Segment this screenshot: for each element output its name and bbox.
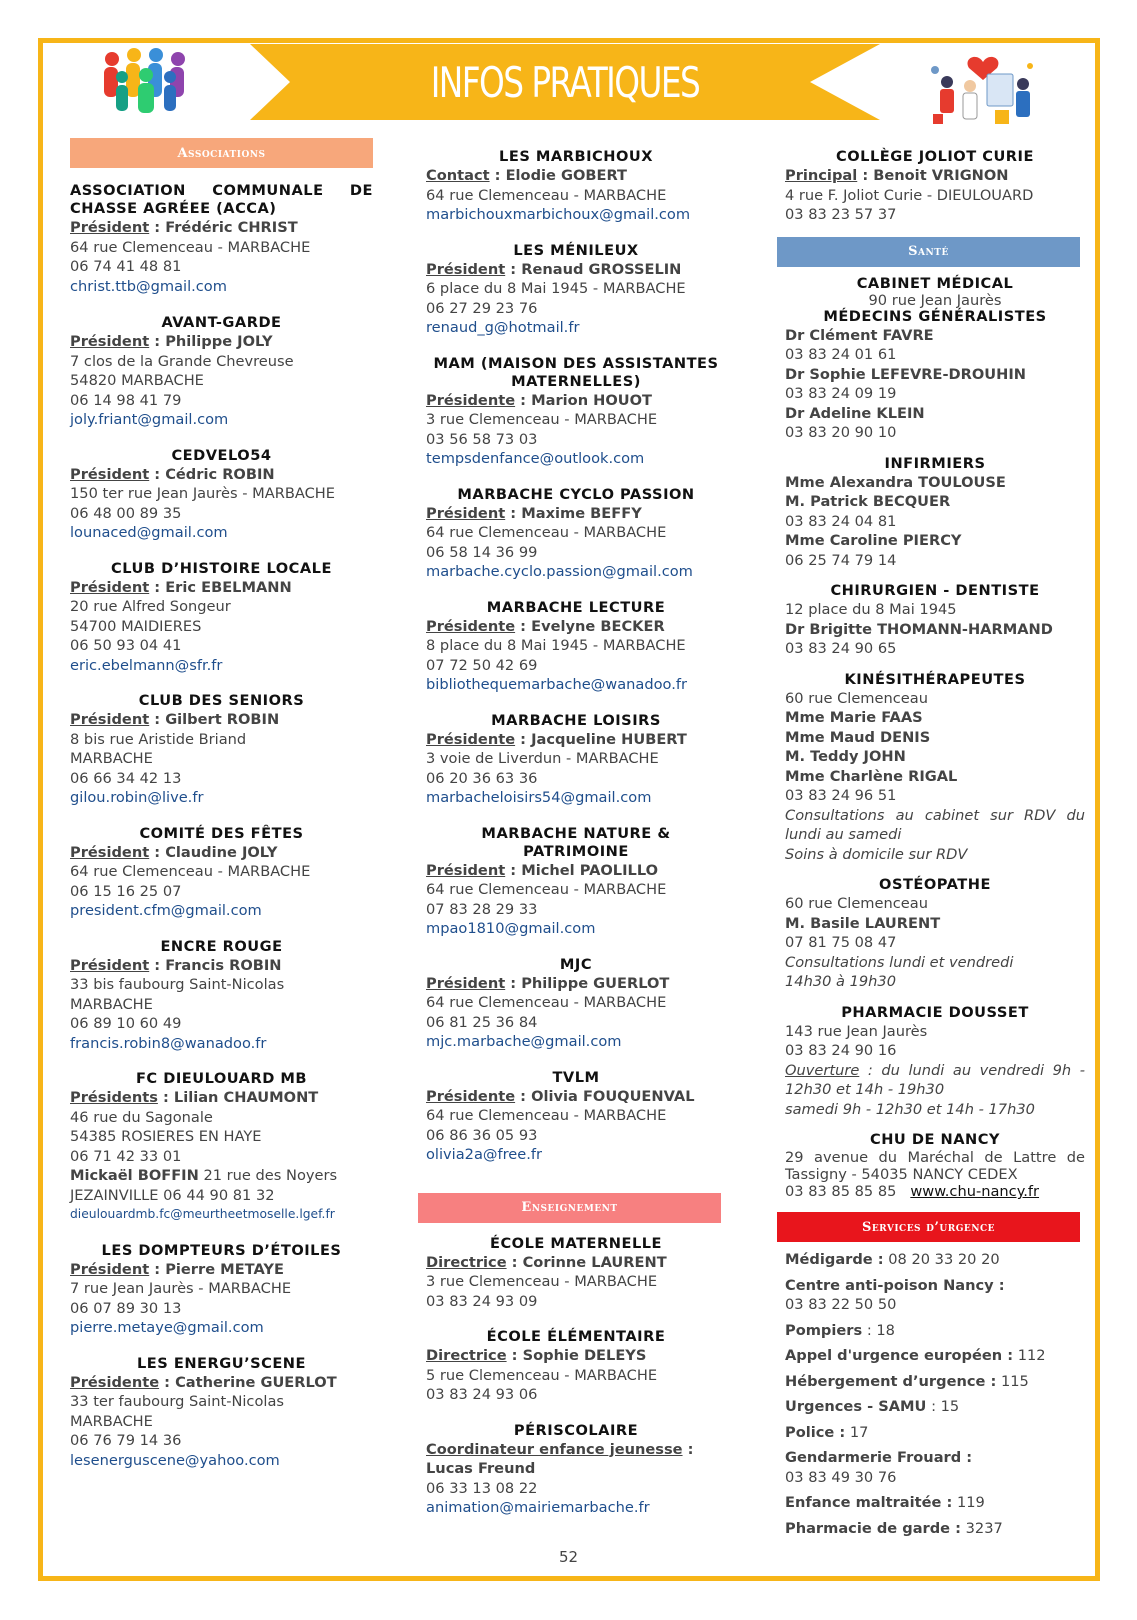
entry-chu bbox=[785, 1131, 1085, 1200]
osteopath-name: M. Basile LAURENT bbox=[785, 914, 941, 932]
entry-energuscene: LES ENERGU’SCENE Présidente : Catherine GUERLOT 33 ter faubourg Saint-Nicolas MARBACHE 06 76 79 14 36 lesenerguscene@yahoo.com bbox=[70, 1355, 373, 1471]
entry-title: INFIRMIERS bbox=[884, 454, 986, 472]
address: 29 avenue du Maréchal de Lattre de Tassigny - 54035 NANCY CEDEX bbox=[785, 1149, 1085, 1183]
page-number: 52 bbox=[558, 1548, 579, 1566]
phone: 06 33 13 08 22 bbox=[426, 1479, 538, 1497]
urgence-number: 03 83 22 50 50 bbox=[785, 1296, 897, 1313]
entry-menileux: LES MÉNILEUX Président : Renaud GROSSELIN 6 place du 8 Mai 1945 - MARBACHE 06 27 29 23 76 renaud_g@hotmail.fr bbox=[426, 242, 726, 338]
entry-title: MJC bbox=[559, 955, 593, 973]
entry-title: MARBACHE LECTURE bbox=[486, 598, 666, 616]
role-label: Présidente bbox=[426, 1087, 516, 1105]
phone: 06 14 98 41 79 bbox=[70, 391, 182, 409]
opening-hours: du lundi au vendredi 9h - 12h30 et 14h - 19h30 bbox=[785, 1061, 1086, 1098]
email-link[interactable]: animation@mairiemarbache.fr bbox=[426, 1499, 650, 1516]
entry-cyclo-passion: MARBACHE CYCLO PASSION Président : Maxime BEFFY 64 rue Clemenceau - MARBACHE 06 58 14 36 99 marbache.cyclo.passion@gmail.com bbox=[426, 486, 726, 582]
section-urgence: Services d’urgence bbox=[777, 1212, 1080, 1242]
email-link[interactable]: mjc.marbache@gmail.com bbox=[426, 1033, 622, 1050]
entry-kine bbox=[785, 671, 1085, 865]
entry-comite-fetes: COMITÉ DES FÊTES Président : Claudine JOLY 64 rue Clemenceau - MARBACHE 06 15 16 25 07 president.cfm@gmail.com bbox=[70, 825, 373, 921]
phone: 06 89 10 60 49 bbox=[70, 1015, 182, 1032]
consultation-note: Consultations lundi et vendredi 14h30 à 19h30 bbox=[785, 953, 1014, 990]
email-link[interactable]: renaud_g@hotmail.fr bbox=[426, 319, 580, 336]
nurse-name: Mme Alexandra TOULOUSE bbox=[785, 473, 1006, 491]
urgence-number: 115 bbox=[1000, 1372, 1029, 1390]
entry-title: LES DOMPTEURS D’ÉTOILES bbox=[101, 1241, 342, 1259]
role-label: Président bbox=[70, 843, 150, 861]
person-name: Benoit VRIGNON bbox=[873, 167, 1009, 184]
therapist-name: Mme Maud DENIS bbox=[785, 728, 931, 746]
phone: 03 83 85 85 85 bbox=[785, 1183, 897, 1200]
entry-infirmiers bbox=[785, 455, 1085, 571]
entry-title: LES ENERGU’SCENE bbox=[137, 1354, 306, 1372]
address: 20 rue Alfred Songeur bbox=[70, 598, 231, 615]
section-enseignement: Enseignement bbox=[418, 1193, 721, 1223]
person-name: Evelyne BECKER bbox=[531, 617, 665, 635]
address: 60 rue Clemenceau bbox=[785, 689, 928, 707]
urgence-item bbox=[785, 1346, 1085, 1366]
urgence-label: Police : bbox=[785, 1423, 846, 1441]
entry-marbichoux: LES MARBICHOUX Contact : Elodie GOBERT 64 rue Clemenceau - MARBACHE marbichouxmarbichoux@gmail.com bbox=[426, 148, 726, 225]
website-link[interactable]: www.chu-nancy.fr bbox=[910, 1183, 1040, 1200]
email-link[interactable]: gilou.robin@live.fr bbox=[70, 789, 204, 806]
urgence-number: 119 bbox=[956, 1494, 985, 1511]
phone: 06 48 00 89 35 bbox=[70, 504, 182, 522]
person-name: Catherine GUERLOT bbox=[175, 1373, 337, 1391]
address: 6 place du 8 Mai 1945 - MARBACHE bbox=[426, 280, 686, 297]
phone: 07 81 75 08 47 bbox=[785, 934, 897, 951]
entry-title: LES MÉNILEUX bbox=[513, 241, 639, 259]
address: MARBACHE bbox=[70, 750, 153, 767]
entry-seniors: CLUB DES SENIORS Président : Gilbert ROBIN 8 bis rue Aristide Briand MARBACHE 06 66 34 42 13 gilou.robin@live.fr bbox=[70, 692, 373, 808]
entry-avant-garde: AVANT-GARDE Président : Philippe JOLY 7 clos de la Grande Chevreuse 54820 MARBACHE 06 14 98 41 79 joly.friant@gmail.com bbox=[70, 314, 373, 430]
phone: 03 83 23 57 37 bbox=[785, 206, 897, 223]
dentist-name: Dr Brigitte THOMANN-HARMAND bbox=[785, 620, 1053, 638]
urgence-label: Centre anti-poison Nancy : bbox=[785, 1276, 1005, 1294]
urgence-item bbox=[785, 1250, 1085, 1270]
opening-hours: samedi 9h - 12h30 et 14h - 17h30 bbox=[785, 1100, 1035, 1118]
address: 54820 MARBACHE bbox=[70, 372, 204, 389]
email-link[interactable]: bibliothequemarbache@wanadoo.fr bbox=[426, 676, 687, 693]
entry-title: ASSOCIATION COMMUNALE DE CHASSE AGRÉEE (ACCA) bbox=[70, 182, 373, 217]
medical-team-icon bbox=[925, 48, 1040, 130]
role-label: Présidents bbox=[70, 1089, 158, 1106]
entry-osteopathe bbox=[785, 876, 1085, 992]
address: MARBACHE bbox=[70, 995, 153, 1013]
person-name: Claudine JOLY bbox=[165, 843, 278, 861]
doctor-name: Dr Adeline KLEIN bbox=[785, 404, 925, 422]
email-link[interactable]: francis.robin8@wanadoo.fr bbox=[70, 1034, 267, 1052]
entry-title: ENCRE ROUGE bbox=[160, 937, 283, 955]
role-label: Principal bbox=[785, 167, 858, 184]
address: 8 place du 8 Mai 1945 - MARBACHE bbox=[426, 637, 686, 654]
urgence-item bbox=[785, 1423, 1085, 1443]
entry-acca: ASSOCIATION COMMUNALE DE CHASSE AGRÉEE (ACCA) Président : Frédéric CHRIST 64 rue Clemenceau - MARBACHE 06 74 41 48 81 christ.ttb@gmail.com bbox=[70, 182, 373, 295]
therapist-name: Mme Marie FAAS bbox=[785, 709, 923, 726]
phone: 06 76 79 14 36 bbox=[70, 1432, 182, 1449]
entry-ecole-elementaire: ÉCOLE ÉLÉMENTAIRE Directrice : Sophie DELEYS 5 rue Clemenceau - MARBACHE 03 83 24 93 06 bbox=[426, 1328, 726, 1405]
email-link[interactable]: olivia2a@free.fr bbox=[426, 1146, 543, 1163]
person-name: Renaud GROSSELIN bbox=[521, 260, 682, 278]
nurse-name: M. Patrick BECQUER bbox=[785, 493, 951, 510]
address: 7 clos de la Grande Chevreuse bbox=[70, 352, 294, 370]
column-associations-2 bbox=[426, 148, 726, 1535]
opening-label: Ouverture bbox=[785, 1061, 860, 1079]
entry-title: ÉCOLE MATERNELLE bbox=[489, 1234, 663, 1252]
entry-nature-patrimoine: MARBACHE NATURE & PATRIMOINE Président : Michel PAOLILLO 64 rue Clemenceau - MARBACHE 07 83 28 29 33 mpao1810@gmail.com bbox=[426, 825, 726, 939]
person-name: Francis ROBIN bbox=[165, 956, 282, 974]
section-associations: Associations bbox=[70, 138, 373, 168]
entry-lecture: MARBACHE LECTURE Présidente : Evelyne BECKER 8 place du 8 Mai 1945 - MARBACHE 07 72 50 42 69 bibliothequemarbache@wanadoo.fr bbox=[426, 599, 726, 695]
entry-title: AVANT-GARDE bbox=[161, 314, 282, 331]
email-link[interactable]: marbache.cyclo.passion@gmail.com bbox=[426, 563, 693, 580]
address: 46 rue du Sagonale bbox=[70, 1108, 213, 1126]
urgence-item bbox=[785, 1519, 1085, 1539]
email-link[interactable]: marbichouxmarbichoux@gmail.com bbox=[426, 206, 691, 223]
address: 64 rue Clemenceau - MARBACHE bbox=[70, 863, 311, 880]
entry-college: COLLÈGE JOLIOT CURIE Principal : Benoit VRIGNON 4 rue F. Joliot Curie - DIEULOUARD 03 83 23 57 37 bbox=[785, 148, 1085, 225]
role-label: Président bbox=[70, 465, 150, 483]
phone: 03 83 24 04 81 bbox=[785, 512, 897, 530]
role-label: Directrice bbox=[426, 1253, 507, 1271]
person-name: Eric EBELMANN bbox=[165, 578, 292, 596]
entry-dentiste bbox=[785, 582, 1085, 659]
person-name: Maxime BEFFY bbox=[521, 504, 642, 522]
entry-encre-rouge: ENCRE ROUGE Président : Francis ROBIN 33 bis faubourg Saint-Nicolas MARBACHE 06 89 10 60 49 francis.robin8@wanadoo.fr bbox=[70, 938, 373, 1054]
email-link[interactable]: christ.ttb@gmail.com bbox=[70, 277, 227, 295]
role-label: Président bbox=[70, 578, 150, 596]
entry-pharmacie: PHARMACIE DOUSSET 143 rue Jean Jaurès 03 83 24 90 16 Ouverture : du lundi au vendredi 9h - 12h30 et 14h - 19h30 samedi 9h - 12h30 et 14h - 17h30 bbox=[785, 1003, 1086, 1118]
role-label: Président bbox=[70, 1260, 150, 1278]
urgence-number: 08 20 33 20 20 bbox=[888, 1251, 1000, 1268]
person-name: Lilian CHAUMONT bbox=[173, 1089, 319, 1106]
urgence-item bbox=[785, 1276, 1085, 1315]
phone: 03 83 24 93 06 bbox=[426, 1386, 538, 1403]
entry-title: CLUB DES SENIORS bbox=[138, 692, 305, 709]
entry-cedvelo54: CEDVELO54 Président : Cédric ROBIN 150 ter rue Jean Jaurès - MARBACHE 06 48 00 89 35 lounaced@gmail.com bbox=[70, 447, 373, 543]
address: JEZAINVILLE 06 44 90 81 32 bbox=[70, 1186, 275, 1204]
entry-title: CHIRURGIEN - DENTISTE bbox=[830, 582, 1040, 599]
entry-title: COLLÈGE JOLIOT CURIE bbox=[836, 148, 1034, 165]
entry-title: TVLM bbox=[552, 1068, 600, 1086]
phone: 06 50 93 04 41 bbox=[70, 637, 182, 654]
entry-mjc: MJC Président : Philippe GUERLOT 64 rue Clemenceau - MARBACHE 06 81 25 36 84 mjc.marbache@gmail.com bbox=[426, 956, 726, 1052]
entry-ecole-maternelle: ÉCOLE MATERNELLE Directrice : Corinne LAURENT 3 rue Clemenceau - MARBACHE 03 83 24 93 09 bbox=[426, 1235, 726, 1312]
entry-title: MARBACHE CYCLO PASSION bbox=[457, 485, 695, 503]
phone: 03 83 24 90 16 bbox=[785, 1042, 897, 1059]
person-name: Corinne LAURENT bbox=[522, 1253, 667, 1271]
entry-title: CABINET MÉDICAL bbox=[856, 274, 1014, 292]
person-name: Marion HOUOT bbox=[531, 391, 652, 409]
address: 90 rue Jean Jaurès bbox=[868, 291, 1002, 309]
person-name: Lucas Freund bbox=[426, 1460, 536, 1477]
person-name: Olivia FOUQUENVAL bbox=[531, 1087, 695, 1105]
phone: 03 83 24 01 61 bbox=[785, 346, 897, 363]
entry-title: MARBACHE LOISIRS bbox=[491, 711, 661, 729]
role-label: Président bbox=[426, 974, 506, 992]
doctor-name: Dr Sophie LEFEVRE-DROUHIN bbox=[785, 365, 1026, 383]
urgence-label: Pharmacie de garde : bbox=[785, 1519, 961, 1537]
entry-loisirs: MARBACHE LOISIRS Présidente : Jacqueline HUBERT 3 voie de Liverdun - MARBACHE 06 20 36 63 36 marbacheloisirs54@gmail.com bbox=[426, 712, 726, 808]
phone: 06 07 89 30 13 bbox=[70, 1299, 182, 1317]
phone: 03 83 24 93 09 bbox=[426, 1292, 538, 1310]
email-link[interactable]: marbacheloisirs54@gmail.com bbox=[426, 789, 652, 806]
address: 64 rue Clemenceau - MARBACHE bbox=[426, 994, 667, 1011]
entry-title: COMITÉ DES FÊTES bbox=[139, 824, 304, 842]
entry-dompteurs: LES DOMPTEURS D’ÉTOILES Président : Pierre METAYE 7 rue Jean Jaurès - MARBACHE 06 07 89 30 13 pierre.metaye@gmail.com bbox=[70, 1242, 373, 1338]
entry-title: KINÉSITHÉRAPEUTES bbox=[844, 670, 1026, 688]
phone: 06 20 36 63 36 bbox=[426, 769, 538, 787]
urgence-number: 3237 bbox=[965, 1519, 1003, 1537]
phone: 03 83 24 09 19 bbox=[785, 385, 897, 402]
address: 21 rue des Noyers bbox=[198, 1167, 338, 1184]
role-label: Président bbox=[426, 260, 506, 278]
phone: 06 58 14 36 99 bbox=[426, 543, 538, 561]
address: 64 rue Clemenceau - MARBACHE bbox=[426, 524, 667, 541]
urgence-label: Urgences - SAMU bbox=[785, 1398, 927, 1415]
column-associations bbox=[70, 138, 373, 1487]
role-label: Président bbox=[70, 333, 150, 350]
urgence-label: Hébergement d’urgence : bbox=[785, 1372, 997, 1390]
therapist-name: M. Teddy JOHN bbox=[785, 748, 906, 765]
urgence-number: 17 bbox=[849, 1423, 869, 1441]
address: 64 rue Clemenceau - MARBACHE bbox=[70, 238, 311, 256]
page-title: INFOS PRATIQUES bbox=[430, 57, 700, 107]
entry-title: CLUB D’HISTOIRE LOCALE bbox=[111, 559, 332, 577]
entry-title: PÉRISCOLAIRE bbox=[513, 1421, 639, 1439]
address: 54385 ROSIERES EN HAYE bbox=[70, 1128, 262, 1145]
role-label: Coordinateur enfance jeunesse bbox=[426, 1440, 683, 1458]
address: 3 rue Clemenceau - MARBACHE bbox=[426, 411, 658, 428]
address: 5 rue Clemenceau - MARBACHE bbox=[426, 1366, 658, 1384]
entry-tvlm: TVLM Présidente : Olivia FOUQUENVAL 64 rue Clemenceau - MARBACHE 06 86 36 05 93 olivia2a@free.fr bbox=[426, 1069, 726, 1165]
phone: 06 27 29 23 76 bbox=[426, 299, 538, 317]
entry-title: CHU DE NANCY bbox=[869, 1131, 1001, 1148]
urgence-item bbox=[785, 1321, 1085, 1341]
entry-title: PHARMACIE DOUSSET bbox=[841, 1003, 1029, 1021]
entry-subtitle: MÉDECINS GÉNÉRALISTES bbox=[823, 307, 1047, 325]
email-link[interactable]: pierre.metaye@gmail.com bbox=[70, 1319, 264, 1336]
phone: 06 81 25 36 84 bbox=[426, 1013, 538, 1031]
urgence-label: Médigarde : bbox=[785, 1251, 884, 1268]
entry-fc-dieulouard: FC DIEULOUARD MB Présidents : Lilian CHAUMONT 46 rue du Sagonale 54385 ROSIERES EN HAYE 06 71 42 33 01 Mickaël BOFFIN 21 rue des Noyers JEZAINVILLE 06 44 90 81 32 dieulouardmb.fc@meurtheetmoselle.lgef.fr bbox=[70, 1070, 373, 1225]
address: 3 voie de Liverdun - MARBACHE bbox=[426, 750, 659, 767]
urgence-label: Pompiers bbox=[785, 1321, 863, 1339]
role-label: Présidente bbox=[426, 730, 516, 748]
address: 33 bis faubourg Saint-Nicolas bbox=[70, 976, 285, 993]
phone: 03 56 58 73 03 bbox=[426, 430, 538, 448]
email-link[interactable]: dieulouardmb.fc@meurtheetmoselle.lgef.fr bbox=[70, 1207, 335, 1221]
role-label: Présidente bbox=[426, 617, 516, 635]
people-circle-icon bbox=[92, 45, 202, 115]
email-link[interactable]: joly.friant@gmail.com bbox=[70, 411, 229, 428]
person-name: Mickaël BOFFIN bbox=[70, 1167, 199, 1184]
person-name: Michel PAOLILLO bbox=[521, 861, 659, 879]
entry-title: ÉCOLE ÉLÉMENTAIRE bbox=[486, 1328, 666, 1345]
urgence-label: Appel d'urgence européen : bbox=[785, 1347, 1014, 1364]
entry-title: OSTÉOPATHE bbox=[879, 876, 991, 893]
column-sante bbox=[785, 148, 1085, 1544]
person-name: Sophie DELEYS bbox=[522, 1347, 647, 1364]
urgence-label: Gendarmerie Frouard : bbox=[785, 1449, 973, 1466]
email-link[interactable]: lounaced@gmail.com bbox=[70, 524, 228, 541]
entry-histoire-locale: CLUB D’HISTOIRE LOCALE Président : Eric EBELMANN 20 rue Alfred Songeur 54700 MAIDIERES 06 50 93 04 41 eric.ebelmann@sfr.fr bbox=[70, 560, 373, 676]
urgence-item bbox=[785, 1493, 1085, 1513]
entry-mam: MAM (MAISON DES ASSISTANTES MATERNELLES) Présidente : Marion HOUOT 3 rue Clemenceau - MARBACHE 03 56 58 73 03 tempsdenfance@outlook.com bbox=[426, 355, 726, 469]
nurse-name: Mme Caroline PIERCY bbox=[785, 532, 962, 549]
entry-title: LES MARBICHOUX bbox=[499, 148, 653, 165]
urgence-list bbox=[785, 1250, 1085, 1538]
email-link[interactable]: lesenerguscene@yahoo.com bbox=[70, 1451, 280, 1469]
role-label: Président bbox=[70, 219, 150, 236]
entry-title: CEDVELO54 bbox=[171, 446, 272, 464]
email-link[interactable]: mpao1810@gmail.com bbox=[426, 920, 596, 937]
role-label: Directrice bbox=[426, 1347, 507, 1364]
role-label: Président bbox=[426, 861, 506, 879]
phone: 06 71 42 33 01 bbox=[70, 1147, 182, 1165]
role-label: Contact bbox=[426, 167, 490, 184]
role-label: Président bbox=[70, 711, 150, 728]
phone: 06 15 16 25 07 bbox=[70, 882, 182, 900]
entry-title: MAM (MAISON DES ASSISTANTES MATERNELLES) bbox=[433, 354, 719, 390]
urgence-label: Enfance maltraitée : bbox=[785, 1494, 953, 1511]
person-name: Elodie GOBERT bbox=[505, 167, 628, 184]
phone: 06 66 34 42 13 bbox=[70, 769, 182, 787]
address: 150 ter rue Jean Jaurès - MARBACHE bbox=[70, 485, 335, 502]
urgence-item bbox=[785, 1397, 1085, 1417]
urgence-number: : 18 bbox=[866, 1321, 895, 1339]
address: 4 rue F. Joliot Curie - DIEULOUARD bbox=[785, 186, 1034, 204]
address: 7 rue Jean Jaurès - MARBACHE bbox=[70, 1280, 292, 1297]
role-label: Présidente bbox=[70, 1373, 160, 1391]
person-name: Pierre METAYE bbox=[165, 1260, 284, 1278]
address: 54700 MAIDIERES bbox=[70, 617, 202, 635]
address: 60 rue Clemenceau bbox=[785, 895, 928, 912]
urgence-item bbox=[785, 1448, 1085, 1487]
address: 64 rue Clemenceau - MARBACHE bbox=[426, 186, 667, 204]
address: 33 ter faubourg Saint-Nicolas bbox=[70, 1393, 284, 1410]
address: 64 rue Clemenceau - MARBACHE bbox=[426, 1107, 667, 1124]
entry-title: FC DIEULOUARD MB bbox=[135, 1070, 308, 1087]
urgence-number: : 15 bbox=[931, 1398, 960, 1415]
phone: 06 74 41 48 81 bbox=[70, 258, 182, 275]
email-link[interactable]: tempsdenfance@outlook.com bbox=[426, 450, 645, 467]
phone: 03 83 24 90 65 bbox=[785, 640, 897, 657]
phone: 07 83 28 29 33 bbox=[426, 900, 538, 918]
phone: 06 86 36 05 93 bbox=[426, 1126, 538, 1144]
role-label: Président bbox=[70, 956, 150, 974]
consultation-note: Consultations au cabinet sur RDV du lundi au samedi bbox=[785, 806, 1085, 843]
person-name: Jacqueline HUBERT bbox=[531, 730, 687, 748]
phone: 07 72 50 42 69 bbox=[426, 656, 538, 674]
doctor-name: Dr Clément FAVRE bbox=[785, 326, 934, 344]
address: 3 rue Clemenceau - MARBACHE bbox=[426, 1273, 658, 1290]
entry-periscolaire: PÉRISCOLAIRE Coordinateur enfance jeunesse : Lucas Freund 06 33 13 08 22 animation@mairiemarbache.fr bbox=[426, 1422, 726, 1518]
address: 8 bis rue Aristide Briand bbox=[70, 730, 247, 748]
address: 143 rue Jean Jaurès bbox=[785, 1022, 928, 1040]
urgence-item bbox=[785, 1372, 1085, 1392]
person-name: Gilbert ROBIN bbox=[165, 711, 280, 728]
address: MARBACHE bbox=[70, 1412, 153, 1430]
email-link[interactable]: president.cfm@gmail.com bbox=[70, 902, 262, 919]
person-name: Philippe JOLY bbox=[165, 333, 273, 350]
urgence-number: 03 83 49 30 76 bbox=[785, 1468, 897, 1486]
role-label: Présidente bbox=[426, 391, 516, 409]
consultation-note: Soins à domicile sur RDV bbox=[785, 845, 968, 863]
phone: 03 83 20 90 10 bbox=[785, 424, 897, 441]
role-label: Président bbox=[426, 504, 506, 522]
therapist-name: Mme Charlène RIGAL bbox=[785, 767, 958, 785]
phone: 06 25 74 79 14 bbox=[785, 551, 897, 569]
address: 64 rue Clemenceau - MARBACHE bbox=[426, 881, 667, 898]
person-name: Frédéric CHRIST bbox=[165, 219, 298, 236]
urgence-number: 112 bbox=[1017, 1347, 1046, 1364]
phone: 03 83 24 96 51 bbox=[785, 787, 897, 804]
person-name: Philippe GUERLOT bbox=[521, 974, 670, 992]
address: 12 place du 8 Mai 1945 bbox=[785, 601, 957, 618]
entry-title: MARBACHE NATURE & PATRIMOINE bbox=[481, 824, 671, 860]
person-name: Cédric ROBIN bbox=[165, 465, 275, 483]
entry-cabinet-medical bbox=[785, 275, 1085, 443]
email-link[interactable]: eric.ebelmann@sfr.fr bbox=[70, 656, 223, 674]
section-sante: Santé bbox=[777, 237, 1080, 267]
